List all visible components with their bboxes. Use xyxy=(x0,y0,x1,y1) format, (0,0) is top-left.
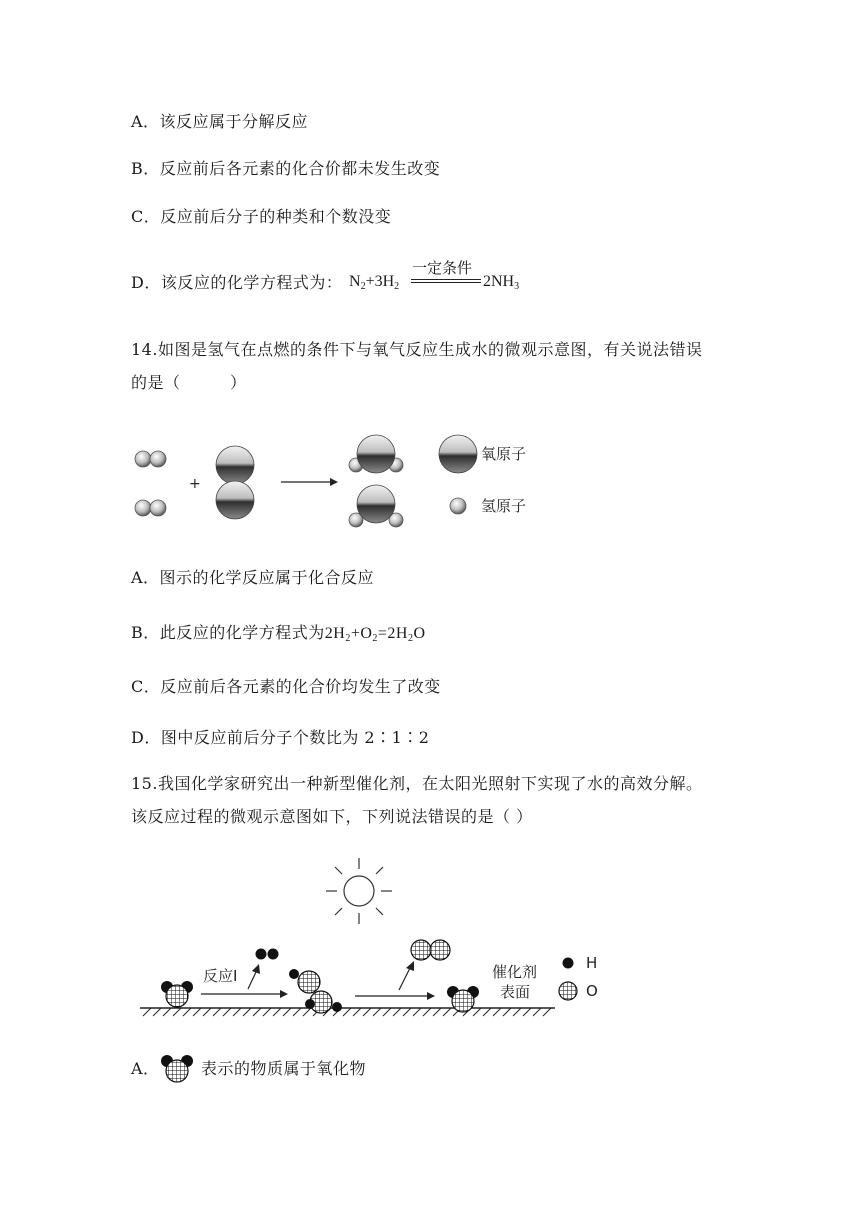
q14-equation: $2H_2+O_2=2H_2O$ xyxy=(324,625,426,644)
q14-option-a: A．图示的化学反应属于化合反应 xyxy=(131,568,375,587)
q14-option-d: D．图中反应前后分子个数比为 2∶1∶2 xyxy=(131,728,430,747)
q14-stem-line2: 的是（ ） xyxy=(131,373,247,392)
legend-h-label: H xyxy=(586,954,598,972)
water-molecule-2 xyxy=(349,485,403,527)
legend-oxygen-label: 氧原子 xyxy=(481,445,527,463)
catalyst-surface xyxy=(140,1008,555,1016)
reaction-arrow xyxy=(281,478,338,486)
legend-o-label: O xyxy=(586,982,598,1000)
q15-option-a-text: 表示的物质属于氧化物 xyxy=(201,1059,367,1078)
q13-equation-right: $2NH_3$ xyxy=(483,273,520,292)
legend-hydrogen-icon xyxy=(450,498,466,514)
intermediate-molecules xyxy=(289,969,342,1013)
hydrogen-molecule-released xyxy=(256,949,279,960)
q15-option-a: A． xyxy=(131,1059,160,1078)
legend-h-icon xyxy=(563,958,574,969)
hydrogen-molecule-1 xyxy=(135,451,166,467)
legend-hydrogen-label: 氢原子 xyxy=(481,497,527,515)
q14-option-c: C．反应前后各元素的化合价均发生了改变 xyxy=(131,677,441,696)
q14-option-b xyxy=(131,622,426,650)
q14-stem-line1: 14.如图是氢气在点燃的条件下与氧气反应生成水的微观示意图，有关说法错误 xyxy=(131,340,703,359)
q13-option-a: A．该反应属于分解反应 xyxy=(131,112,309,131)
legend-o-icon xyxy=(559,982,577,1000)
hydrogen-molecule-2 xyxy=(135,500,166,516)
q15-stem-line1: 15.我国化学家研究出一种新型催化剂，在太阳光照射下实现了水的高效分解。 xyxy=(131,774,703,793)
legend-oxygen-icon xyxy=(439,435,477,473)
water-molecule-start xyxy=(161,981,193,1007)
water-molecule-1 xyxy=(349,435,403,473)
q13-option-c: C．反应前后分子的种类和个数没变 xyxy=(131,207,392,226)
q13-option-b: B．反应前后各元素的化合价都未发生改变 xyxy=(131,159,441,178)
q13-equation-equals xyxy=(411,279,481,283)
q15-reaction-diagram xyxy=(135,850,615,1025)
q13-equation-left: $N_2+3H_2$ xyxy=(349,273,400,292)
q13-option-d-prefix: D．该反应的化学方程式为： xyxy=(131,273,343,292)
reaction-ii-arrows xyxy=(355,961,435,1000)
q14-molecule-diagram xyxy=(120,430,540,540)
oxygen-molecule xyxy=(216,446,254,519)
catalyst-label-line1: 催化剂 xyxy=(492,963,538,981)
q14-option-b-prefix: B．此反应的化学方程式为 xyxy=(131,623,325,642)
catalyst-label-line2: 表面 xyxy=(500,983,531,1001)
q13-option-d xyxy=(131,272,342,294)
water-molecule-icon xyxy=(160,1054,194,1084)
sun-icon xyxy=(326,858,392,924)
plus-sign: + xyxy=(189,476,201,492)
q15-stem-line2: 该反应过程的微观示意图如下，下列说法错误的是（ ） xyxy=(131,807,533,826)
reaction-i-label: 反应Ⅰ xyxy=(203,967,238,985)
q13-equation-condition: 一定条件 xyxy=(412,259,473,277)
oxygen-molecule-released xyxy=(411,940,450,960)
